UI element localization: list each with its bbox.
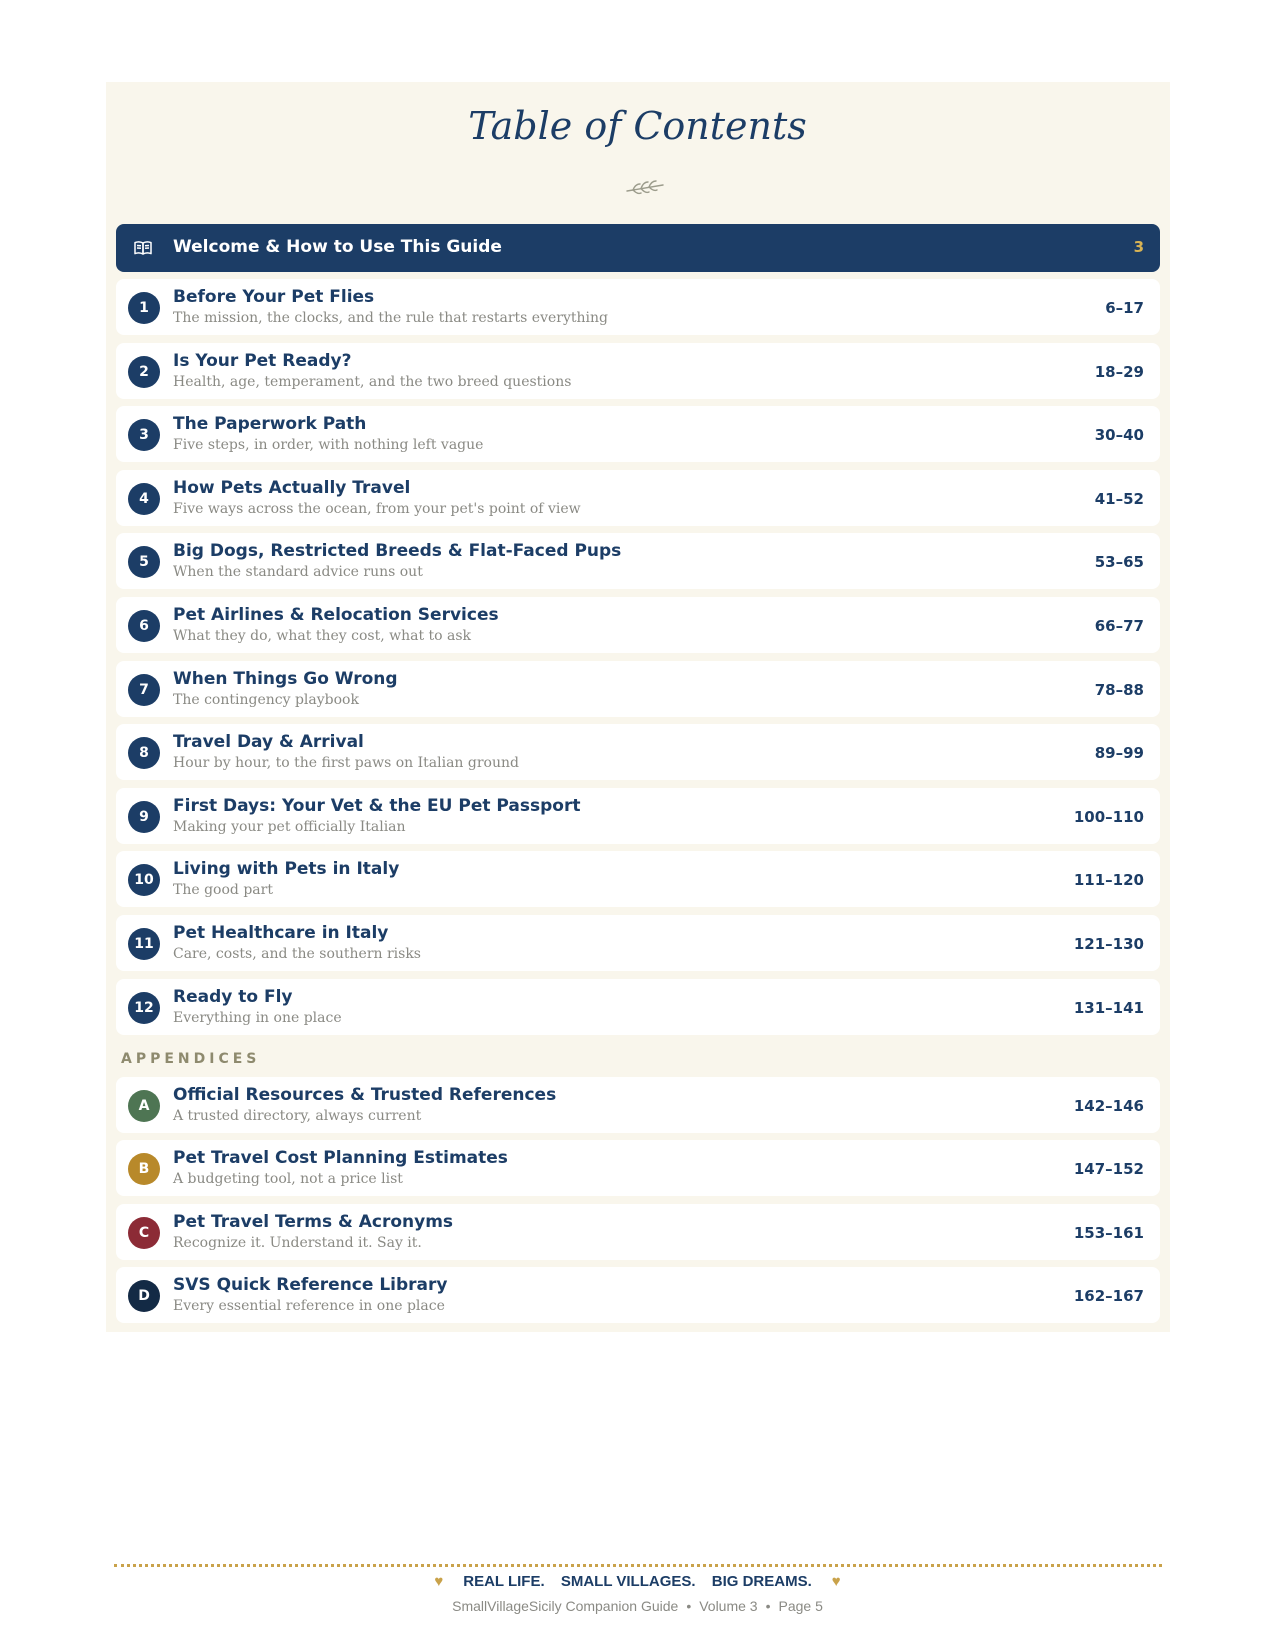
separator-dot: •: [765, 1598, 771, 1614]
chapter-page-range: 6–17: [1105, 299, 1144, 317]
chapter-page-range: 131–141: [1073, 998, 1144, 1017]
appendix-letter-badge: C: [128, 1217, 160, 1249]
chapter-page-range: 41–52: [1094, 489, 1144, 508]
footer-page-number: Page 5: [778, 1598, 823, 1614]
appendix-letter-badge: D: [128, 1280, 160, 1312]
appendix-row[interactable]: [116, 1267, 1160, 1323]
chapter-subtitle: Five ways across the ocean, from your pet's point of view: [173, 500, 581, 517]
appendix-subtitle: Recognize it. Understand it. Say it.: [173, 1234, 422, 1251]
appendix-letter-badge: A: [128, 1090, 160, 1122]
chapter-page-range: 111–120: [1073, 871, 1144, 890]
chapter-page-range: 89–99: [1094, 744, 1144, 763]
appendix-page-range: 153–161: [1073, 1223, 1144, 1242]
chapter-subtitle: Hour by hour, to the first paws on Italian ground: [173, 755, 519, 772]
chapter-subtitle: The contingency playbook: [173, 691, 359, 708]
chapter-subtitle: Care, costs, and the southern risks: [173, 945, 421, 962]
toc-list: [116, 279, 1160, 1331]
chapter-subtitle: The mission, the clocks, and the rule that restarts everything: [173, 310, 608, 326]
chapter-subtitle: Five steps, in order, with nothing left vague: [173, 437, 484, 454]
tagline-part: REAL LIFE.: [463, 1573, 545, 1590]
chapter-number-badge: 4: [128, 483, 160, 515]
chapter-title: Travel Day & Arrival: [173, 732, 364, 753]
chapter-row[interactable]: [116, 851, 1160, 907]
tagline-part: SMALL VILLAGES.: [560, 1573, 696, 1590]
chapter-page-range: 121–130: [1073, 934, 1144, 953]
footer-guide-name: SmallVillageSicily Companion Guide: [452, 1598, 679, 1614]
appendix-row[interactable]: [116, 1204, 1160, 1260]
chapter-subtitle: The good part: [173, 882, 273, 899]
chapter-number-badge: 1: [128, 292, 160, 324]
chapter-subtitle: Making your pet officially Italian: [173, 818, 406, 835]
welcome-page-number: 3: [1133, 238, 1144, 256]
page-title: Table of Contents: [468, 104, 807, 148]
chapter-row[interactable]: [116, 661, 1160, 717]
chapter-title: Pet Airlines & Relocation Services: [173, 604, 499, 625]
chapter-row[interactable]: [116, 343, 1160, 399]
chapter-number-badge: 9: [128, 801, 160, 833]
appendix-subtitle: A budgeting tool, not a price list: [173, 1171, 403, 1188]
welcome-entry[interactable]: [116, 224, 1160, 272]
chapter-title: Is Your Pet Ready?: [173, 350, 352, 371]
appendix-letter-badge: B: [128, 1153, 160, 1185]
chapter-number-badge: 2: [128, 356, 160, 388]
chapter-number-badge: 3: [128, 419, 160, 451]
chapter-row[interactable]: [116, 406, 1160, 462]
chapter-page-range: 66–77: [1094, 616, 1144, 635]
chapter-row[interactable]: [116, 724, 1160, 780]
dotted-divider: [114, 1564, 1162, 1567]
appendix-subtitle: A trusted directory, always current: [173, 1107, 422, 1124]
chapter-row[interactable]: [116, 470, 1160, 526]
separator-dot: •: [686, 1598, 692, 1614]
appendix-title: Pet Travel Terms & Acronyms: [173, 1211, 454, 1232]
appendix-title: Official Resources & Trusted References: [173, 1084, 557, 1105]
chapter-title: Pet Healthcare in Italy: [173, 922, 389, 943]
chapter-page-range: 18–29: [1094, 362, 1144, 381]
chapter-row[interactable]: [116, 533, 1160, 589]
leaf-sprig-icon: [625, 176, 665, 198]
footer-info: [0, 1598, 1275, 1614]
chapter-title: Living with Pets in Italy: [173, 859, 400, 880]
heart-icon: ♥: [831, 1573, 841, 1590]
chapter-number-badge: 7: [128, 674, 160, 706]
chapter-subtitle: When the standard advice runs out: [173, 564, 423, 581]
chapter-page-range: 53–65: [1094, 553, 1144, 572]
heart-icon: ♥: [434, 1573, 444, 1590]
footer-volume: Volume 3: [699, 1598, 758, 1614]
chapter-page-range: 100–110: [1073, 807, 1144, 826]
appendix-title: SVS Quick Reference Library: [173, 1275, 448, 1296]
chapter-page-range: 30–40: [1094, 426, 1144, 445]
chapter-title: Before Your Pet Flies: [173, 287, 375, 307]
chapter-subtitle: What they do, what they cost, what to ask: [173, 627, 472, 644]
chapter-row[interactable]: [116, 279, 1160, 335]
chapter-title: The Paperwork Path: [173, 414, 367, 435]
footer-tagline: [0, 1573, 1275, 1590]
appendices-heading: APPENDICES: [121, 1051, 261, 1067]
chapter-title: Big Dogs, Restricted Breeds & Flat-Faced Pups: [173, 541, 622, 562]
appendix-page-range: 147–152: [1073, 1160, 1144, 1179]
chapter-title: Ready to Fly: [173, 986, 293, 1007]
chapter-row[interactable]: [116, 979, 1160, 1035]
chapter-row[interactable]: [116, 915, 1160, 971]
chapter-page-range: 78–88: [1094, 680, 1144, 699]
chapter-subtitle: Health, age, temperament, and the two breed questions: [173, 373, 572, 390]
appendix-subtitle: Every essential reference in one place: [173, 1298, 445, 1315]
chapter-subtitle: Everything in one place: [173, 1009, 342, 1026]
chapter-title: How Pets Actually Travel: [173, 477, 411, 498]
welcome-title: Welcome & How to Use This Guide: [173, 237, 502, 257]
chapter-number-badge: 8: [128, 737, 160, 769]
appendix-row[interactable]: [116, 1077, 1160, 1133]
appendix-page-range: 162–167: [1073, 1287, 1144, 1306]
chapter-number-badge: 6: [128, 610, 160, 642]
chapter-row[interactable]: [116, 788, 1160, 844]
appendix-page-range: 142–146: [1073, 1096, 1144, 1115]
chapter-title: First Days: Your Vet & the EU Pet Passport: [173, 795, 581, 816]
tagline-part: BIG DREAMS.: [711, 1573, 812, 1590]
appendix-title: Pet Travel Cost Planning Estimates: [173, 1148, 508, 1169]
chapter-number-badge: 10: [128, 864, 160, 896]
open-book-icon: [133, 238, 153, 258]
chapter-title: When Things Go Wrong: [173, 668, 398, 689]
appendix-row[interactable]: [116, 1140, 1160, 1196]
chapter-number-badge: 5: [128, 546, 160, 578]
chapter-number-badge: 11: [128, 928, 160, 960]
chapter-number-badge: 12: [128, 992, 160, 1024]
chapter-row[interactable]: [116, 597, 1160, 653]
